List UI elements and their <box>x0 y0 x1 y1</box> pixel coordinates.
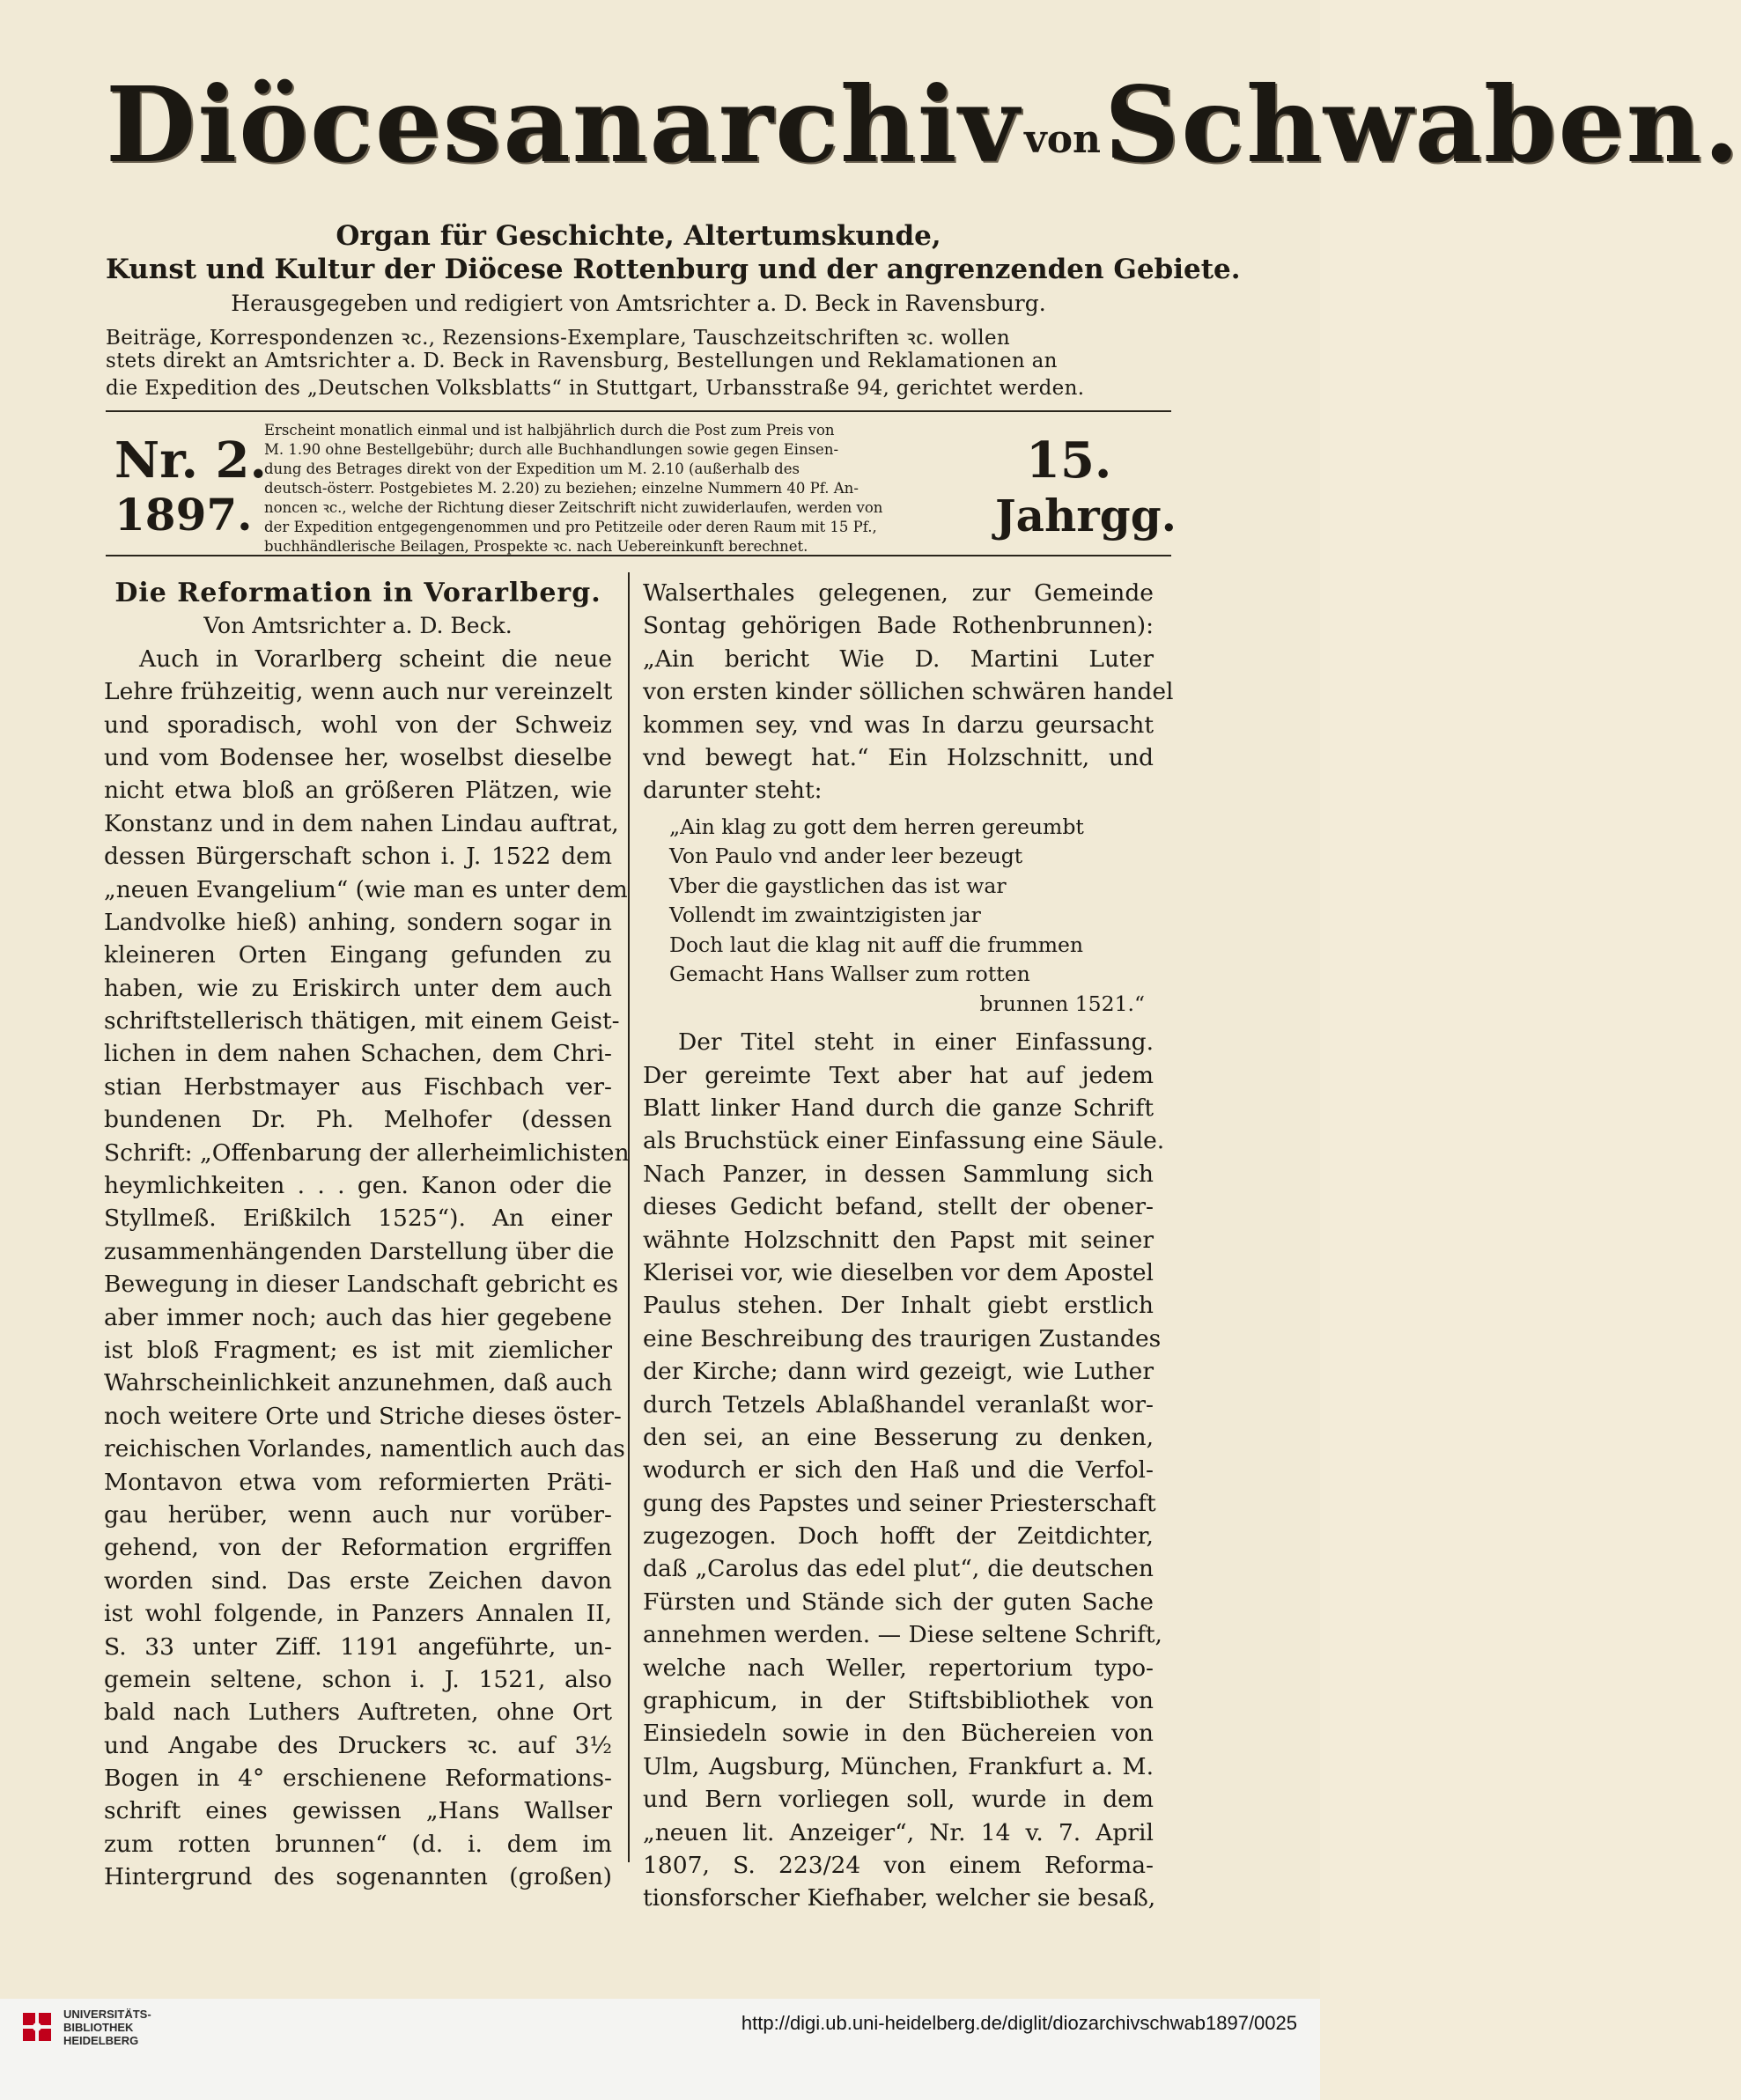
text-line: zum rotten brunnen“ (d. i. dem im <box>104 1830 612 1858</box>
text-line: gehend, von der Reformation ergriffen <box>104 1534 612 1562</box>
text-line: Klerisei vor, wie dieselben vor dem Apostel <box>643 1258 1154 1286</box>
text-line: graphicum, in der Stiftsbibliothek von <box>643 1687 1154 1715</box>
text-line: lichen in dem nahen Schachen, dem Chri- <box>104 1040 612 1068</box>
text-line: Landvolke hieß) anhing, sondern sogar in <box>104 908 612 936</box>
text-line: stian Herbstmayer aus Fischbach ver- <box>104 1072 612 1101</box>
subscription-line: deutsch-österr. Postgebietes M. 2.20) zu beziehen; einzelne Nummern 40 Pf. An- <box>264 480 859 497</box>
text-line: brunnen 1521.“ <box>979 991 1145 1016</box>
article-column-right <box>643 577 1174 1915</box>
text-line: Wahrscheinlichkeit anzunehmen, daß auch <box>104 1369 613 1397</box>
text-line: kleineren Orten Eingang gefunden zu <box>104 941 612 969</box>
text-line: Bogen in 4° erschienene Reformations- <box>104 1765 612 1793</box>
text-line: wodurch er sich den Haß und die Verfol- <box>643 1456 1154 1485</box>
text-line: Hintergrund des sogenannten (großen) <box>104 1863 612 1891</box>
text-line: den sei, an eine Besserung zu denken, <box>643 1423 1154 1451</box>
text-line: der Kirche; dann wird gezeigt, wie Luther <box>643 1358 1154 1386</box>
text-line: kommen sey, vnd was In darzu geursacht <box>643 711 1154 739</box>
issue-year: 1897. <box>114 489 253 541</box>
text-line: heymlichkeiten . . . gen. Kanon oder die <box>104 1172 612 1200</box>
text-line: wähnte Holzschnitt den Papst mit seiner <box>643 1226 1154 1254</box>
subscription-info <box>264 421 951 556</box>
text-line: gemein seltene, schon i. J. 1521, also <box>104 1665 612 1693</box>
text-line: welche nach Weller, repertorium typo- <box>643 1654 1154 1682</box>
text-line: Styllmeß. Erißkilch 1525“). An einer <box>104 1205 612 1233</box>
text-line: reichischen Vorlandes, namentlich auch das <box>104 1435 625 1463</box>
text-line: darunter steht: <box>643 777 823 805</box>
university-library-logo-icon <box>19 2009 55 2045</box>
text-line: noch weitere Orte und Striche dieses öster- <box>104 1402 622 1430</box>
text-line: zugezogen. Doch hofft der Zeitdichter, <box>643 1522 1154 1551</box>
text-line: vnd bewegt hat.“ Ein Holzschnitt, und <box>643 743 1154 771</box>
text-line: durch Tetzels Ablaßhandel veranlaßt wor- <box>643 1390 1154 1418</box>
text-line: bundenen Dr. Ph. Melhofer (dessen <box>104 1106 612 1134</box>
text-line: und Bern vorliegen soll, wurde in dem <box>643 1786 1154 1814</box>
article-author: Von Amtsrichter a. D. Beck. <box>203 613 513 639</box>
subscription-line: buchhändlerische Beilagen, Prospekte ꝛc. nach Uebereinkunft berechnet. <box>264 538 808 555</box>
text-line: als Bruchstück einer Einfassung eine Säule. <box>643 1127 1165 1155</box>
column-divider <box>628 572 630 1862</box>
text-line: Konstanz und in dem nahen Lindau auftrat, <box>104 809 619 837</box>
text-line: Montavon etwa vom reformierten Präti- <box>104 1468 612 1496</box>
article-column-left <box>104 577 630 1894</box>
header-rule-top <box>106 410 1171 412</box>
text-line: haben, wie zu Eriskirch unter dem auch <box>104 974 612 1002</box>
text-line: „neuen lit. Anzeiger“, Nr. 14 v. 7. April <box>643 1818 1154 1846</box>
text-line: Von Paulo vnd ander leer bezeugt <box>669 844 1023 869</box>
text-line: tionsforscher Kiefhaber, welcher sie besaß, <box>643 1884 1156 1912</box>
text-line: ist bloß Fragment; es ist mit ziemlicher <box>104 1336 612 1364</box>
text-line: daß „Carolus das edel plut“, die deutschen <box>643 1555 1154 1583</box>
header-rule-bottom <box>106 555 1171 556</box>
text-line: Vollendt im zwaintzigisten jar <box>669 903 981 928</box>
text-line: Auch in Vorarlberg scheint die neue <box>139 645 612 673</box>
issue-number: Nr. 2. <box>114 431 268 490</box>
poem-block <box>643 813 1154 1020</box>
text-line: Walserthales gelegenen, zur Gemeinde <box>643 579 1154 607</box>
logo-text-line: UNIVERSITÄTS- <box>63 2008 151 2021</box>
text-line: Der Titel steht in einer Einfassung. <box>678 1028 1154 1057</box>
text-line: S. 33 unter Ziff. 1191 angeführte, un- <box>104 1632 612 1661</box>
subtitle-line-1: Organ für Geschichte, Altertumskunde, <box>336 220 941 252</box>
text-line: und sporadisch, wohl von der Schweiz <box>104 711 612 739</box>
logo-text-line: BIBLIOTHEK <box>63 2021 134 2034</box>
notice-line: die Expedition des „Deutschen Volksblatts“ in Stuttgart, Urbansstraße 94, gerichtet werden. <box>106 377 1085 400</box>
text-line: aber immer noch; auch das hier gegebene <box>104 1303 612 1331</box>
text-line: Der gereimte Text aber hat auf jedem <box>643 1061 1154 1089</box>
text-line: Sontag gehörigen Bade Rothenbrunnen): <box>643 612 1154 640</box>
text-line: Doch laut die klag nit auff die frummen <box>669 932 1084 957</box>
notice-line: stets direkt an Amtsrichter a. D. Beck in Ravensburg, Bestellungen und Reklamationen an <box>106 350 1058 372</box>
text-line: dessen Bürgerschaft schon i. J. 1522 dem <box>104 843 612 871</box>
subscription-line: M. 1.90 ohne Bestellgebühr; durch alle Buchhandlungen sowie gegen Einsen- <box>264 441 839 458</box>
subscription-line: Erscheint monatlich einmal und ist halbjährlich durch die Post zum Preis von <box>264 422 835 438</box>
masthead <box>106 55 1741 204</box>
subscription-line: dung des Betrages direkt von der Expedition um M. 2.10 (außerhalb des <box>264 461 800 477</box>
text-line: Blatt linker Hand durch die ganze Schrift <box>643 1094 1154 1123</box>
masthead-title-a: Diöcesanarchiv <box>106 63 1022 186</box>
text-line: dieses Gedicht befand, stellt der obener- <box>643 1193 1154 1221</box>
text-line: schrift eines gewissen „Hans Wallser <box>104 1797 612 1825</box>
text-line: Fürsten und Stände sich der guten Sache <box>643 1588 1154 1616</box>
text-line: gau herüber, wenn auch nur vorüber- <box>104 1500 612 1529</box>
text-line: worden sind. Das erste Zeichen davon <box>104 1566 612 1595</box>
editor-line: Herausgegeben und redigiert von Amtsrichter a. D. Beck in Ravensburg. <box>231 291 1046 316</box>
masthead-title-b: Schwaben. <box>1104 63 1741 186</box>
text-line: „Ain bericht Wie D. Martini Luter <box>643 645 1154 673</box>
text-line: 1807, S. 223/24 von einem Reforma- <box>643 1852 1154 1879</box>
text-line: Vber die gaystlichen das ist war <box>669 873 1007 898</box>
volume-label: Jahrgg. <box>995 490 1177 542</box>
text-line: gung des Papstes und seiner Priesterschaft <box>643 1489 1156 1517</box>
text-line: Ulm, Augsburg, München, Frankfurt a. M. <box>643 1752 1154 1780</box>
text-line: eine Beschreibung des traurigen Zustandes <box>643 1324 1162 1352</box>
text-line: Lehre frühzeitig, wenn auch nur vereinzelt <box>104 678 613 706</box>
text-line: „neuen Evangelium“ (wie man es unter dem <box>104 875 628 903</box>
text-line: schriftstellerisch thätigen, mit einem Geist- <box>104 1007 620 1035</box>
text-line: Bewegung in dieser Landschaft gebricht es <box>104 1271 619 1299</box>
volume-number: 15. <box>1026 431 1112 490</box>
text-line: „Ain klag zu gott dem herren gereumbt <box>669 814 1084 839</box>
text-line: Paulus stehen. Der Inhalt giebt erstlich <box>643 1292 1154 1320</box>
text-line: Einsiedeln sowie in den Büchereien von <box>643 1720 1154 1748</box>
article-title: Die Reformation in Vorarlberg. <box>114 578 601 608</box>
text-line: Nach Panzer, in dessen Sammlung sich <box>643 1160 1154 1188</box>
text-line: annehmen werden. — Diese seltene Schrift, <box>643 1621 1162 1649</box>
text-line: nicht etwa bloß an größeren Plätzen, wie <box>104 777 612 805</box>
library-logo-text <box>63 2008 151 2047</box>
subscription-line: noncen ꝛc., welche der Richtung dieser Zeitschrift nicht zuwiderlaufen, werden von <box>264 499 883 516</box>
subscription-line: der Expedition entgegengenommen und pro Petitzeile oder deren Raum mit 15 Pf., <box>264 519 877 535</box>
text-line: und vom Bodensee her, woselbst dieselbe <box>104 743 612 771</box>
notice-line: Beiträge, Korrespondenzen ꝛc., Rezensions-Exemplare, Tauschzeitschriften ꝛc. wollen <box>106 327 1010 350</box>
text-line: von ersten kinder söllichen schwären handel <box>643 678 1174 706</box>
subtitle-line-2: Kunst und Kultur der Diöcese Rottenburg und der angrenzenden Gebiete. <box>106 254 1241 285</box>
source-url[interactable]: http://digi.ub.uni-heidelberg.de/diglit/diozarchivschwab1897/0025 <box>741 2012 1297 2034</box>
text-line: bald nach Luthers Auftreten, ohne Ort <box>104 1698 612 1727</box>
logo-text-line: HEIDELBERG <box>63 2034 139 2047</box>
text-line: Schrift: „Offenbarung der allerheimlichisten <box>104 1138 630 1167</box>
masthead-von: von <box>1024 117 1102 162</box>
text-line: zusammenhängenden Darstellung über die <box>104 1237 615 1265</box>
text-line: Gemacht Hans Wallser zum rotten <box>669 962 1030 987</box>
text-line: und Angabe des Druckers ꝛc. auf 3½ <box>104 1731 612 1759</box>
text-line: ist wohl folgende, in Panzers Annalen II, <box>104 1600 612 1628</box>
